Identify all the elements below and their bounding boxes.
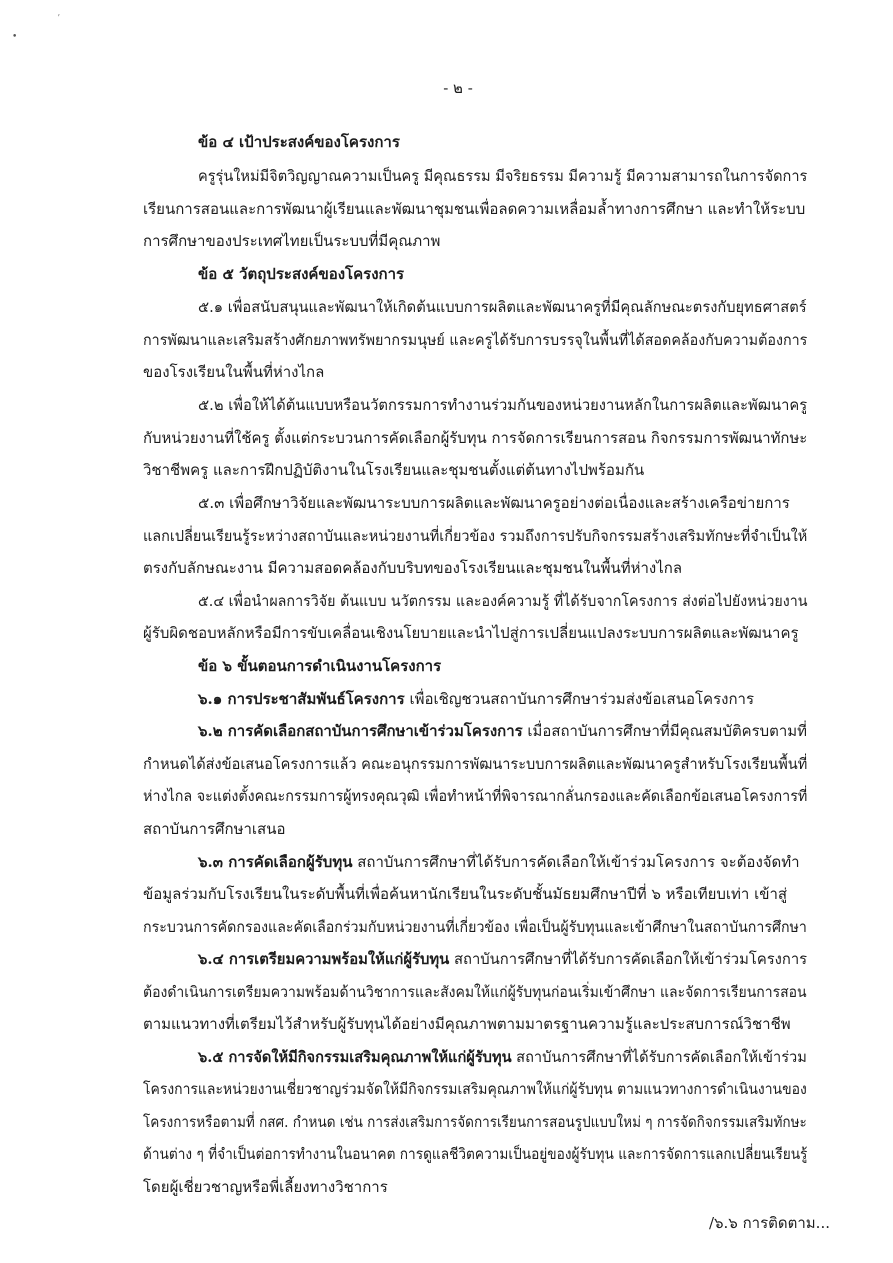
- step-6-3-line-1: [198, 852, 800, 872]
- objective-5-2-line-3: วิชาชีพครู และการฝึกปฏิบัติงานในโรงเรียนและชุมชนตั้งแต่ต้นทางไปพร้อมกัน: [143, 461, 645, 479]
- step-6-2-title: ๖.๒ การคัดเลือกสถาบันการศึกษาเข้าร่วมโครงการ: [198, 722, 523, 740]
- step-6-4-line-1: [198, 949, 807, 969]
- objective-5-3-line-2: แลกเปลี่ยนเรียนรู้ระหว่างสถาบันและหน่วยงานที่เกี่ยวข้อง รวมถึงการปรับกิจกรรมสร้างเสริมทักษะที่จำเป็นให้: [143, 527, 808, 545]
- objective-5-3-line-3: ตรงกับลักษณะงาน มีความสอดคล้องกับบริบทของโรงเรียนและชุมชนในพื้นที่ห่างไกล: [143, 559, 683, 577]
- step-6-5-title: ๖.๕ การจัดให้มีกิจกรรมเสริมคุณภาพให้แก่ผู้รับทุน: [198, 1048, 512, 1066]
- objective-5-4-line-1: ๕.๔ เพื่อนำผลการวิจัย ต้นแบบ นวัตกรรม และองค์ความรู้ ที่ได้รับจากโครงการ ส่งต่อไปยังหน่วยงาน: [198, 592, 808, 610]
- step-6-5-line-4: ด้านต่าง ๆ ที่จำเป็นต่อการทำงานในอนาคต การดูแลชีวิตความเป็นอยู่ของผู้รับทุน และการจัดการแลกเปลี่ยนเรียนรู้: [143, 1145, 808, 1163]
- step-6-2-line-4: สถาบันการศึกษาเสนอ: [143, 820, 286, 838]
- section4-line-3: การศึกษาของประเทศไทยเป็นระบบที่มีคุณภาพ: [143, 232, 441, 250]
- objective-5-1-line-3: ของโรงเรียนในพื้นที่ห่างไกล: [143, 363, 325, 381]
- objective-5-1-line-2: การพัฒนาและเสริมสร้างศักยภาพทรัพยากรมนุษย์ และครูได้รับการบรรจุในพื้นที่ได้สอดคล้องกับความต้องการ: [143, 331, 808, 349]
- section6-heading: ข้อ ๖ ขั้นตอนการดำเนินงานโครงการ: [198, 657, 442, 675]
- step-6-2-text: เมื่อสถาบันการศึกษาที่มีคุณสมบัติครบตามที่: [522, 722, 807, 740]
- step-6-5-line-1: [198, 1047, 807, 1067]
- objective-5-2-line-2: กับหน่วยงานที่ใช้ครู ตั้งแต่กระบวนการคัดเลือกผู้รับทุน การจัดการเรียนการสอน กิจกรรมการพัฒนาทักษะ: [143, 429, 808, 447]
- step-6-4-text: สถาบันการศึกษาที่ได้รับการคัดเลือกให้เข้าร่วมโครงการ: [449, 950, 808, 968]
- step-6-2-line-1: [198, 721, 807, 741]
- scan-dot: •: [12, 32, 18, 42]
- step-6-3-line-2: ข้อมูลร่วมกับโรงเรียนในระดับพื้นที่เพื่อค้นหานักเรียนในระดับชั้นมัธยมศึกษาปีที่ ๖ หรือเทียบเท่า เข้าสู่: [143, 885, 788, 903]
- step-6-4-line-3: ตามแนวทางที่เตรียมไว้สำหรับผู้รับทุนได้อย่างมีคุณภาพตามมาตรฐานความรู้และประสบการณ์วิชาชีพ: [143, 1015, 791, 1033]
- step-6-3-title: ๖.๓ การคัดเลือกผู้รับทุน: [198, 853, 353, 871]
- page-number: - ๒ -: [443, 79, 473, 97]
- objective-5-4-line-2: ผู้รับผิดชอบหลักหรือมีการขับเคลื่อนเชิงนโยบายและนำไปสู่การเปลี่ยนแปลงระบบการผลิตและพัฒนาครู: [143, 624, 799, 642]
- step-6-1-title: ๖.๑ การประชาสัมพันธ์โครงการ: [198, 690, 405, 708]
- objective-5-2-line-1: ๕.๒ เพื่อให้ได้ต้นแบบหรือนวัตกรรมการทำงานร่วมกันของหน่วยงานหลักในการผลิตและพัฒนาครู: [198, 396, 808, 414]
- section4-line-2: เรียนการสอนและการพัฒนาผู้เรียนและพัฒนาชุมชนเพื่อลดความเหลื่อมล้ำทางการศึกษา และทำให้ระบบ: [143, 200, 806, 218]
- section5-heading: ข้อ ๕ วัตถุประสงค์ของโครงการ: [198, 265, 405, 283]
- continuation-note: /๖.๖ การติดตาม...: [708, 1214, 830, 1232]
- step-6-5-line-5: โดยผู้เชี่ยวชาญหรือพี่เลี้ยงทางวิชาการ: [143, 1178, 388, 1196]
- step-6-1-text: เพื่อเชิญชวนสถาบันการศึกษาร่วมส่งข้อเสนอโครงการ: [404, 690, 755, 708]
- section4-line-1: ครูรุ่นใหม่มีจิตวิญญาณความเป็นครู มีคุณธรรม มีจริยธรรม มีความรู้ มีความสามารถในการจัดการ: [198, 167, 808, 185]
- step-6-2-line-2: กำหนดได้ส่งข้อเสนอโครงการแล้ว คณะอนุกรรมการพัฒนาระบบการผลิตและพัฒนาครูสำหรับโรงเรียนพื้นที่: [143, 755, 808, 773]
- objective-5-1-line-1: ๕.๑ เพื่อสนับสนุนและพัฒนาให้เกิดต้นแบบการผลิตและพัฒนาครูที่มีคุณลักษณะตรงกับยุทธศาสตร์: [198, 298, 807, 316]
- step-6-3-line-3: กระบวนการคัดกรองและคัดเลือกร่วมกับหน่วยงานที่เกี่ยวข้อง เพื่อเป็นผู้รับทุนและเข้าศึกษาในสถาบันการศึกษา: [143, 918, 807, 936]
- objective-5-3-line-1: ๕.๓ เพื่อศึกษาวิจัยและพัฒนาระบบการผลิตและพัฒนาครูอย่างต่อเนื่องและสร้างเครือข่ายการ: [198, 494, 790, 512]
- step-6-5-line-3: โครงการหรือตามที่ กสศ. กำหนด เช่น การส่งเสริมการจัดการเรียนการสอนรูปแบบใหม่ ๆ การจัดกิจกรรมเสริมทักษะ: [143, 1113, 807, 1131]
- step-6-3-text: สถาบันการศึกษาที่ได้รับการคัดเลือกให้เข้าร่วมโครงการ จะต้องจัดทำ: [352, 853, 800, 871]
- step-6-5-text: สถาบันการศึกษาที่ได้รับการคัดเลือกให้เข้าร่วม: [511, 1048, 807, 1066]
- step-6-4-title: ๖.๔ การเตรียมความพร้อมให้แก่ผู้รับทุน: [198, 950, 450, 968]
- step-6-5-line-2: โครงการและหน่วยงานเชี่ยวชาญร่วมจัดให้มีกิจกรรมเสริมคุณภาพให้แก่ผู้รับทุน ตามแนวทางการดำเนินงานของ: [143, 1080, 807, 1098]
- section4-heading: ข้อ ๔ เป้าประสงค์ของโครงการ: [198, 133, 400, 151]
- step-6-2-line-3: ห่างไกล จะแต่งตั้งคณะกรรมการผู้ทรงคุณวุฒิ เพื่อทำหน้าที่พิจารณากลั่นกรองและคัดเลือกข้อเสนอโครงการที่: [143, 787, 808, 805]
- step-6-4-line-2: ต้องดำเนินการเตรียมความพร้อมด้านวิชาการและสังคมให้แก่ผู้รับทุนก่อนเริ่มเข้าศึกษา และจัดการเรียนการสอน: [143, 983, 807, 1001]
- step-6-1-line-1: [198, 689, 754, 709]
- scan-mark: ʼ: [57, 14, 60, 24]
